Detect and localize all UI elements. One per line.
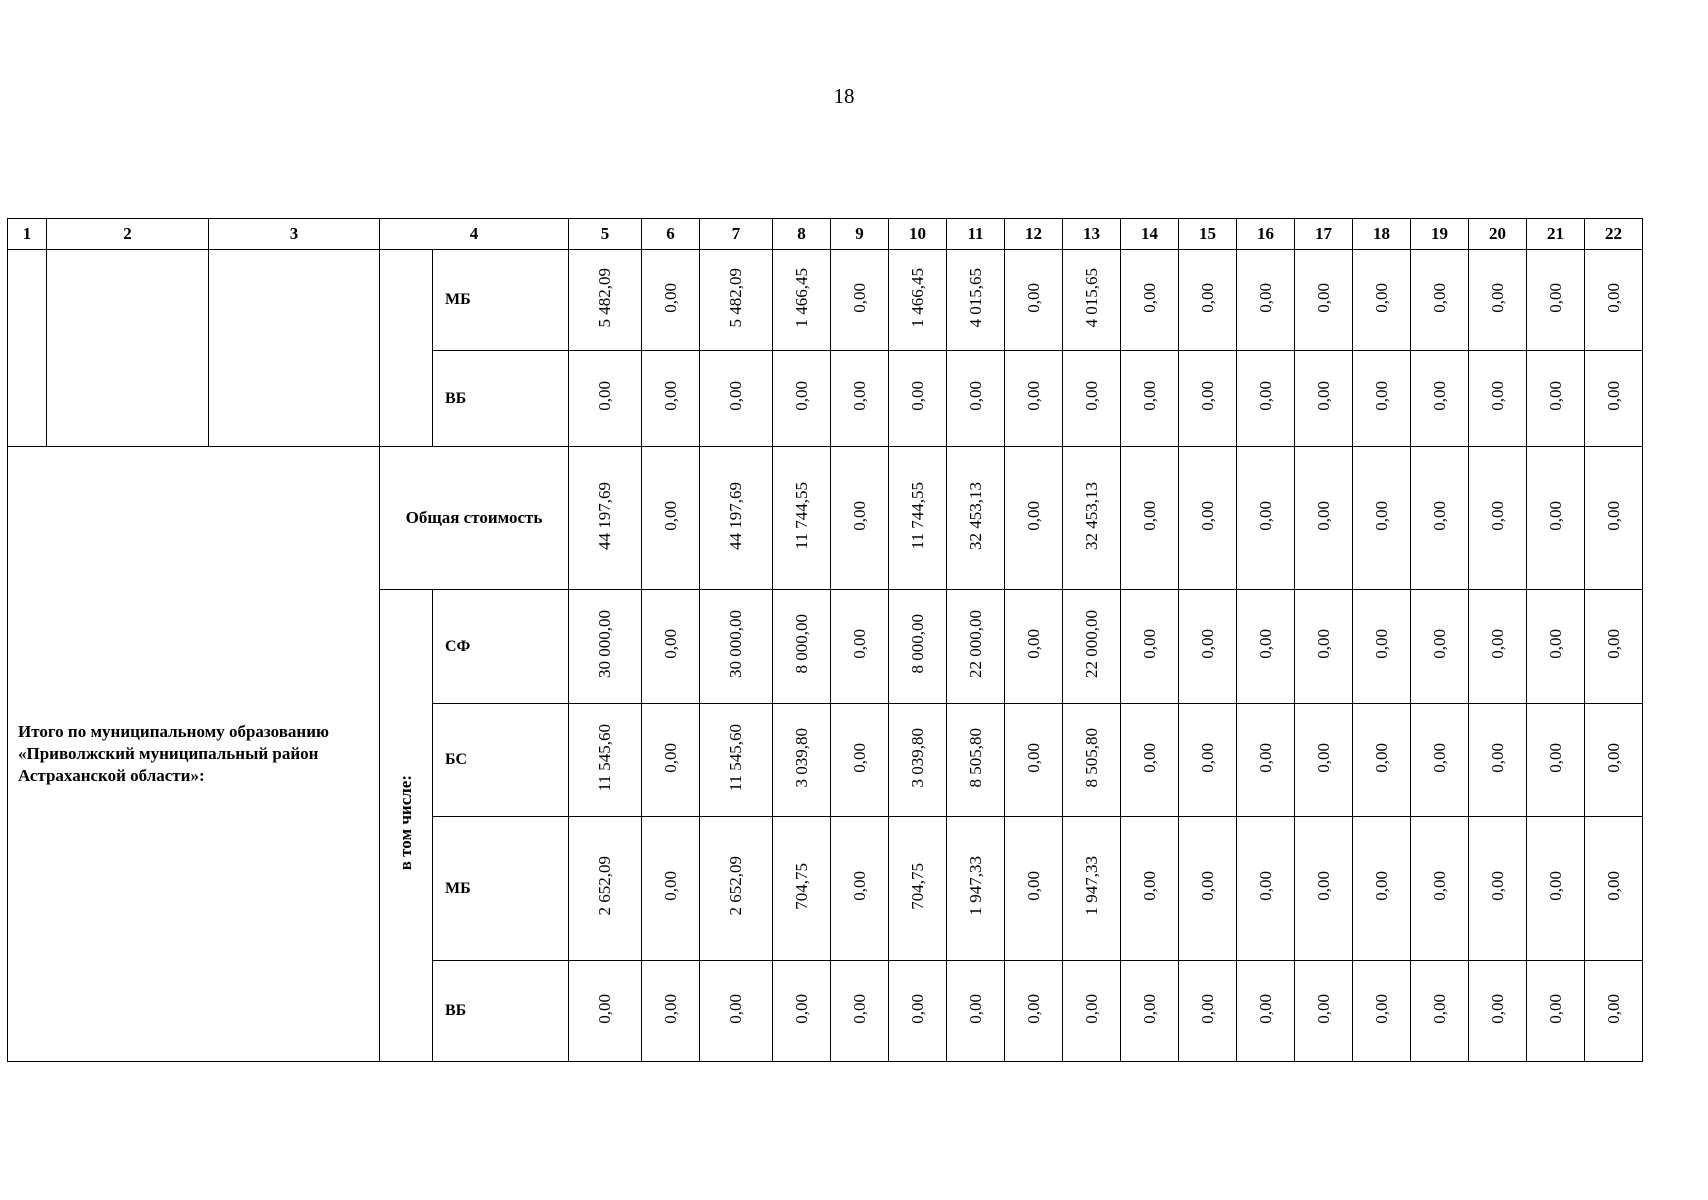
summary-label: Итого по муниципальному образованию «Приволжский муниципальный район Астраханской области»: <box>8 447 380 1062</box>
value-cell: 0,00 <box>1527 250 1585 351</box>
value-cell: 0,00 <box>947 351 1005 447</box>
col-header: 16 <box>1237 219 1295 250</box>
value-cell: 0,00 <box>1121 351 1179 447</box>
value-cell: 3 039,80 <box>889 704 947 817</box>
value-cell: 0,00 <box>569 961 642 1062</box>
page-number: 18 <box>833 84 855 108</box>
value-cell: 2 652,09 <box>700 817 773 961</box>
col-header: 20 <box>1469 219 1527 250</box>
value-cell: 0,00 <box>1121 961 1179 1062</box>
value-cell: 0,00 <box>1585 704 1643 817</box>
value-cell: 0,00 <box>1585 447 1643 590</box>
funding-type-label: МБ <box>433 250 569 351</box>
value-cell: 22 000,00 <box>1063 590 1121 704</box>
value-cell: 0,00 <box>1469 351 1527 447</box>
value-cell: 0,00 <box>1063 961 1121 1062</box>
funding-type-label: ВБ <box>433 961 569 1062</box>
value-cell: 0,00 <box>831 590 889 704</box>
including-label-cell <box>380 590 433 1062</box>
value-cell: 0,00 <box>889 351 947 447</box>
budget-table <box>7 218 1643 1062</box>
value-cell: 0,00 <box>1469 961 1527 1062</box>
value-cell: 0,00 <box>1295 447 1353 590</box>
value-cell: 0,00 <box>1585 590 1643 704</box>
value-cell: 0,00 <box>773 351 831 447</box>
value-cell: 0,00 <box>889 961 947 1062</box>
col-header: 21 <box>1527 219 1585 250</box>
value-cell: 0,00 <box>1237 817 1295 961</box>
value-cell: 0,00 <box>1353 704 1411 817</box>
value-cell: 0,00 <box>1411 704 1469 817</box>
value-cell: 0,00 <box>1237 590 1295 704</box>
table-row <box>8 250 1643 351</box>
value-cell: 704,75 <box>773 817 831 961</box>
value-cell: 11 744,55 <box>889 447 947 590</box>
value-cell: 0,00 <box>1005 351 1063 447</box>
value-cell: 0,00 <box>1005 704 1063 817</box>
value-cell: 0,00 <box>831 817 889 961</box>
value-cell: 0,00 <box>1063 351 1121 447</box>
value-cell: 0,00 <box>1353 351 1411 447</box>
value-cell: 11 744,55 <box>773 447 831 590</box>
col-header: 15 <box>1179 219 1237 250</box>
col-header: 9 <box>831 219 889 250</box>
col-header: 12 <box>1005 219 1063 250</box>
value-cell: 30 000,00 <box>700 590 773 704</box>
value-cell: 8 000,00 <box>889 590 947 704</box>
value-cell: 0,00 <box>1295 250 1353 351</box>
value-cell: 0,00 <box>642 351 700 447</box>
value-cell: 22 000,00 <box>947 590 1005 704</box>
value-cell: 0,00 <box>1121 447 1179 590</box>
col-header: 11 <box>947 219 1005 250</box>
empty-cell <box>8 250 47 447</box>
value-cell: 0,00 <box>1469 250 1527 351</box>
value-cell: 8 505,80 <box>1063 704 1121 817</box>
funding-type-label: БС <box>433 704 569 817</box>
value-cell: 0,00 <box>1237 961 1295 1062</box>
value-cell: 0,00 <box>1237 250 1295 351</box>
value-cell: 704,75 <box>889 817 947 961</box>
value-cell: 0,00 <box>1411 447 1469 590</box>
value-cell: 0,00 <box>831 961 889 1062</box>
value-cell: 0,00 <box>831 447 889 590</box>
value-cell: 30 000,00 <box>569 590 642 704</box>
value-cell: 0,00 <box>569 351 642 447</box>
value-cell: 0,00 <box>1295 817 1353 961</box>
value-cell: 5 482,09 <box>569 250 642 351</box>
value-cell: 0,00 <box>1121 704 1179 817</box>
value-cell: 0,00 <box>773 961 831 1062</box>
value-cell: 0,00 <box>1469 447 1527 590</box>
value-cell: 0,00 <box>1469 590 1527 704</box>
value-cell: 0,00 <box>1295 961 1353 1062</box>
value-cell: 0,00 <box>947 961 1005 1062</box>
value-cell: 0,00 <box>1295 351 1353 447</box>
value-cell: 0,00 <box>1527 447 1585 590</box>
value-cell: 0,00 <box>1179 351 1237 447</box>
value-cell: 2 652,09 <box>569 817 642 961</box>
value-cell: 0,00 <box>1527 590 1585 704</box>
value-cell: 0,00 <box>642 447 700 590</box>
value-cell: 0,00 <box>831 351 889 447</box>
value-cell: 0,00 <box>1353 961 1411 1062</box>
value-cell: 8 505,80 <box>947 704 1005 817</box>
including-label: в том числе: <box>396 775 415 871</box>
funding-type-label: ВБ <box>433 351 569 447</box>
value-cell: 0,00 <box>642 704 700 817</box>
funding-type-label: СФ <box>433 590 569 704</box>
value-cell: 0,00 <box>1527 817 1585 961</box>
col-header: 13 <box>1063 219 1121 250</box>
value-cell: 0,00 <box>1237 351 1295 447</box>
total-cost-label: Общая стоимость <box>380 447 569 590</box>
col-header: 4 <box>380 219 569 250</box>
value-cell: 0,00 <box>1179 817 1237 961</box>
value-cell: 0,00 <box>642 817 700 961</box>
funding-type-label: МБ <box>433 817 569 961</box>
value-cell: 0,00 <box>831 704 889 817</box>
value-cell: 0,00 <box>1585 250 1643 351</box>
col-header: 19 <box>1411 219 1469 250</box>
value-cell: 0,00 <box>1179 447 1237 590</box>
value-cell: 0,00 <box>1585 351 1643 447</box>
value-cell: 0,00 <box>1179 590 1237 704</box>
value-cell: 0,00 <box>1237 447 1295 590</box>
value-cell: 0,00 <box>1411 351 1469 447</box>
value-cell: 0,00 <box>1005 447 1063 590</box>
col-header: 5 <box>569 219 642 250</box>
value-cell: 0,00 <box>1411 817 1469 961</box>
empty-cell <box>380 250 433 447</box>
empty-cell <box>209 250 380 447</box>
value-cell: 0,00 <box>1353 250 1411 351</box>
value-cell: 0,00 <box>1179 704 1237 817</box>
value-cell: 0,00 <box>642 961 700 1062</box>
value-cell: 0,00 <box>1121 590 1179 704</box>
value-cell: 0,00 <box>1121 817 1179 961</box>
value-cell: 0,00 <box>1121 250 1179 351</box>
value-cell: 0,00 <box>1469 704 1527 817</box>
value-cell: 3 039,80 <box>773 704 831 817</box>
col-header: 7 <box>700 219 773 250</box>
value-cell: 11 545,60 <box>569 704 642 817</box>
value-cell: 0,00 <box>642 250 700 351</box>
value-cell: 0,00 <box>642 590 700 704</box>
value-cell: 0,00 <box>1353 447 1411 590</box>
value-cell: 11 545,60 <box>700 704 773 817</box>
col-header: 1 <box>8 219 47 250</box>
value-cell: 1 947,33 <box>947 817 1005 961</box>
col-header: 22 <box>1585 219 1643 250</box>
value-cell: 4 015,65 <box>1063 250 1121 351</box>
value-cell: 44 197,69 <box>569 447 642 590</box>
value-cell: 0,00 <box>1005 961 1063 1062</box>
value-cell: 0,00 <box>1469 817 1527 961</box>
value-cell: 0,00 <box>1527 704 1585 817</box>
empty-cell <box>47 250 209 447</box>
value-cell: 0,00 <box>1179 250 1237 351</box>
col-header: 6 <box>642 219 700 250</box>
value-cell: 0,00 <box>1179 961 1237 1062</box>
value-cell: 0,00 <box>831 250 889 351</box>
value-cell: 4 015,65 <box>947 250 1005 351</box>
col-header: 3 <box>209 219 380 250</box>
col-header: 17 <box>1295 219 1353 250</box>
col-header: 8 <box>773 219 831 250</box>
value-cell: 5 482,09 <box>700 250 773 351</box>
value-cell: 0,00 <box>1527 351 1585 447</box>
value-cell: 0,00 <box>1295 590 1353 704</box>
value-cell: 0,00 <box>1527 961 1585 1062</box>
col-header: 2 <box>47 219 209 250</box>
value-cell: 0,00 <box>1411 961 1469 1062</box>
value-cell: 0,00 <box>700 351 773 447</box>
value-cell: 0,00 <box>1411 590 1469 704</box>
col-header: 10 <box>889 219 947 250</box>
value-cell: 0,00 <box>1005 590 1063 704</box>
value-cell: 0,00 <box>1585 817 1643 961</box>
value-cell: 0,00 <box>1353 590 1411 704</box>
col-header: 14 <box>1121 219 1179 250</box>
value-cell: 0,00 <box>700 961 773 1062</box>
value-cell: 0,00 <box>1353 817 1411 961</box>
value-cell: 8 000,00 <box>773 590 831 704</box>
value-cell: 1 466,45 <box>889 250 947 351</box>
value-cell: 0,00 <box>1005 817 1063 961</box>
col-header: 18 <box>1353 219 1411 250</box>
value-cell: 1 466,45 <box>773 250 831 351</box>
value-cell: 32 453,13 <box>947 447 1005 590</box>
value-cell: 0,00 <box>1295 704 1353 817</box>
value-cell: 0,00 <box>1237 704 1295 817</box>
value-cell: 44 197,69 <box>700 447 773 590</box>
value-cell: 0,00 <box>1005 250 1063 351</box>
header-row <box>8 219 1643 250</box>
value-cell: 0,00 <box>1585 961 1643 1062</box>
value-cell: 32 453,13 <box>1063 447 1121 590</box>
value-cell: 0,00 <box>1411 250 1469 351</box>
total-row <box>8 447 1643 590</box>
value-cell: 1 947,33 <box>1063 817 1121 961</box>
